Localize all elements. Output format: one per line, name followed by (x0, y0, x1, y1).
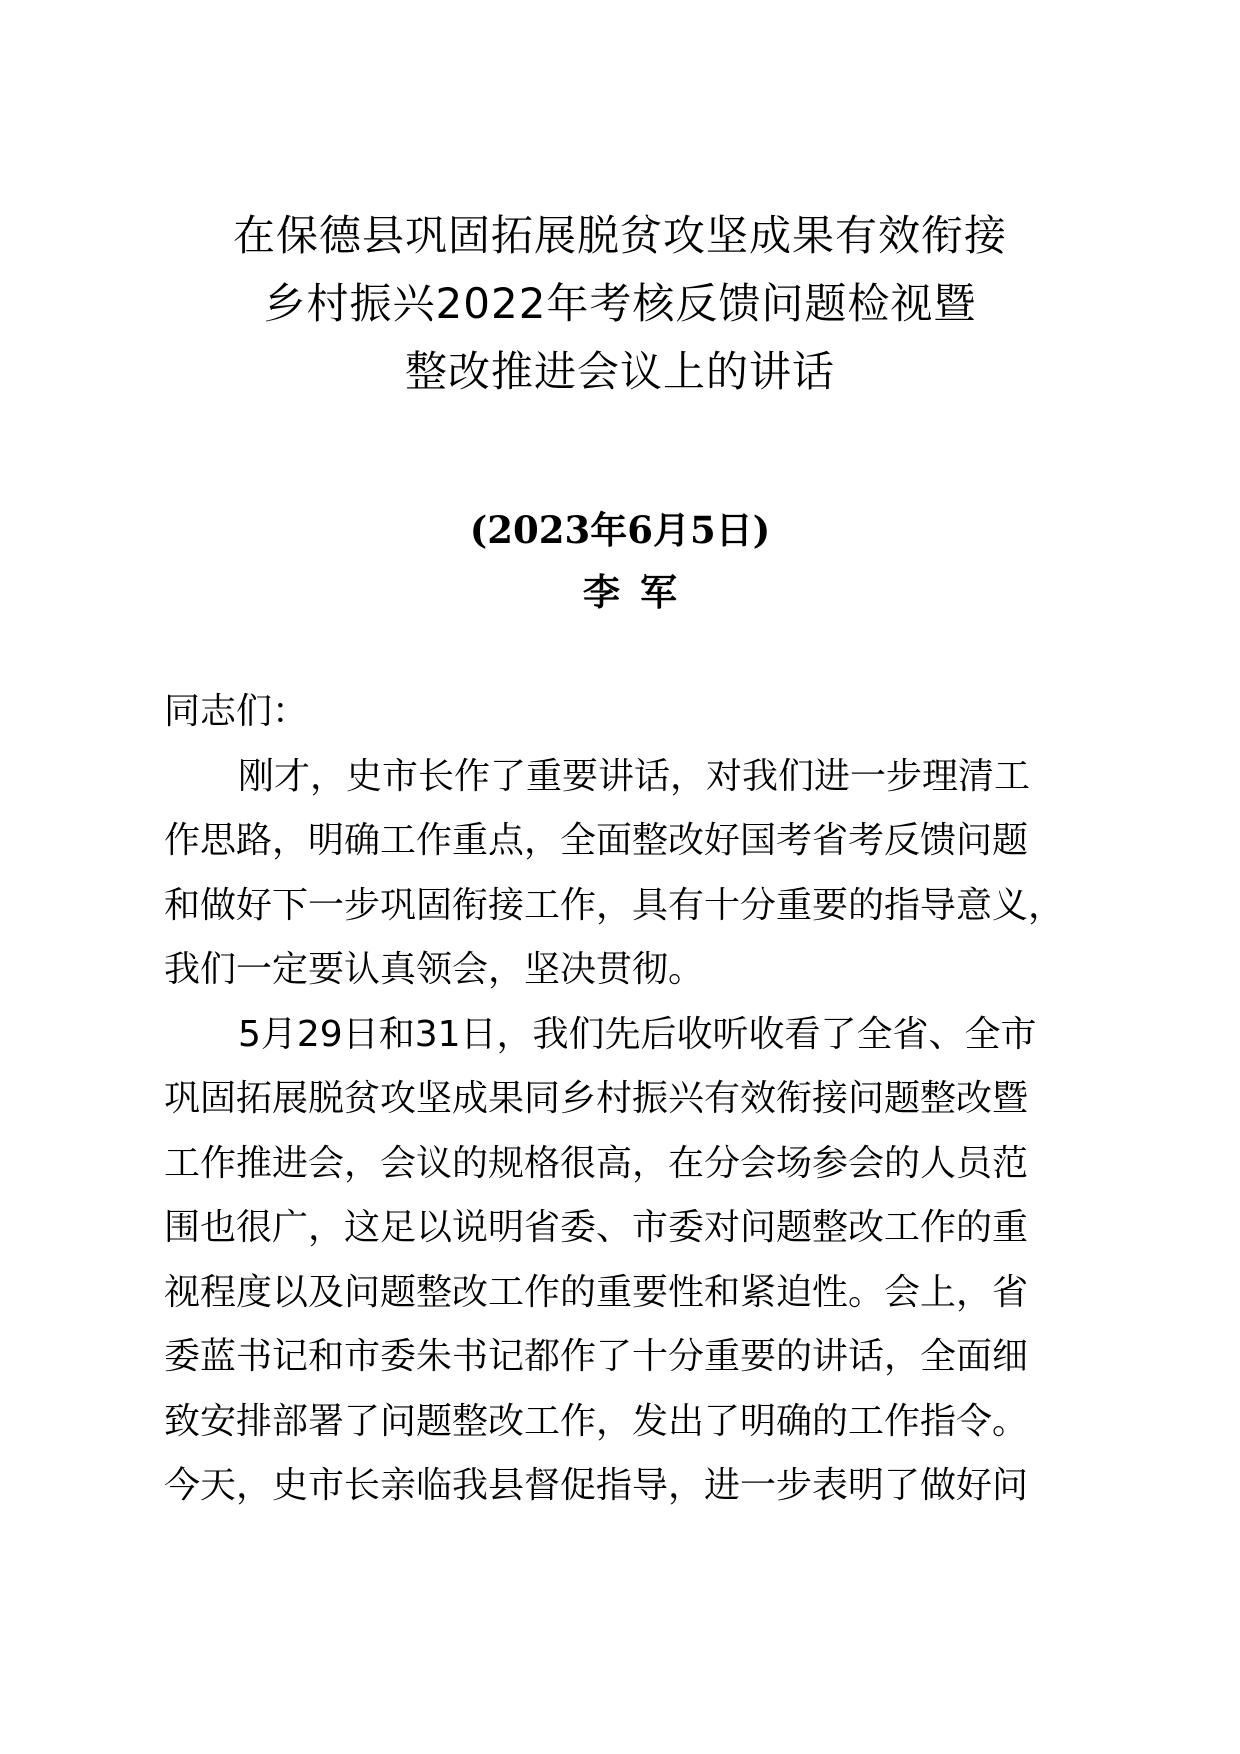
paragraph-line: 委蓝书记和市委朱书记都作了十分重要的讲话，全面细 (164, 1336, 1029, 1377)
paragraph-line: 和做好下一步巩固衔接工作，具有十分重要的指导意义， (164, 884, 1065, 926)
speech-body (164, 680, 1084, 1519)
speech-date: (2023年6月5日) (469, 508, 771, 552)
paragraph-line: 刚才，史市长作了重要讲话，对我们进一步理清工 (238, 755, 1031, 797)
paragraph-line: 我们一定要认真领会，坚决贯彻。 (164, 949, 705, 990)
document-title (150, 202, 1090, 406)
paragraph-line: 致安排部署了问题整改工作，发出了明确的工作指令。 (164, 1400, 1029, 1442)
title-line: 乡村振兴2022年考核反馈问题检视暨 (263, 279, 977, 328)
paragraph-line: 5月29日和31日，我们先后收听收看了全省、全市 (238, 1013, 1037, 1055)
salutation: 同志们： (164, 691, 309, 732)
paragraph-line: 围也很广，这足以说明省委、市委对问题整改工作的重 (164, 1207, 1029, 1248)
speaker-name: 李军 (583, 571, 697, 614)
paragraph-line: 巩固拓展脱贫攻坚成果同乡村振兴有效衔接问题整改暨 (164, 1078, 1029, 1119)
title-line: 整改推进会议上的讲话 (404, 347, 835, 396)
paragraph-line: 作思路，明确工作重点，全面整改好国考省考反馈问题 (164, 820, 1029, 861)
paragraph-line: 今天，史市长亲临我县督促指导，进一步表明了做好问 (164, 1465, 1029, 1506)
title-line: 在保德县巩固拓展脱贫攻坚成果有效衔接 (232, 211, 1007, 260)
paragraph-line: 工作推进会，会议的规格很高，在分会场参会的人员范 (164, 1142, 1029, 1184)
paragraph-line: 视程度以及问题整改工作的重要性和紧迫性。会上，省 (164, 1271, 1029, 1313)
